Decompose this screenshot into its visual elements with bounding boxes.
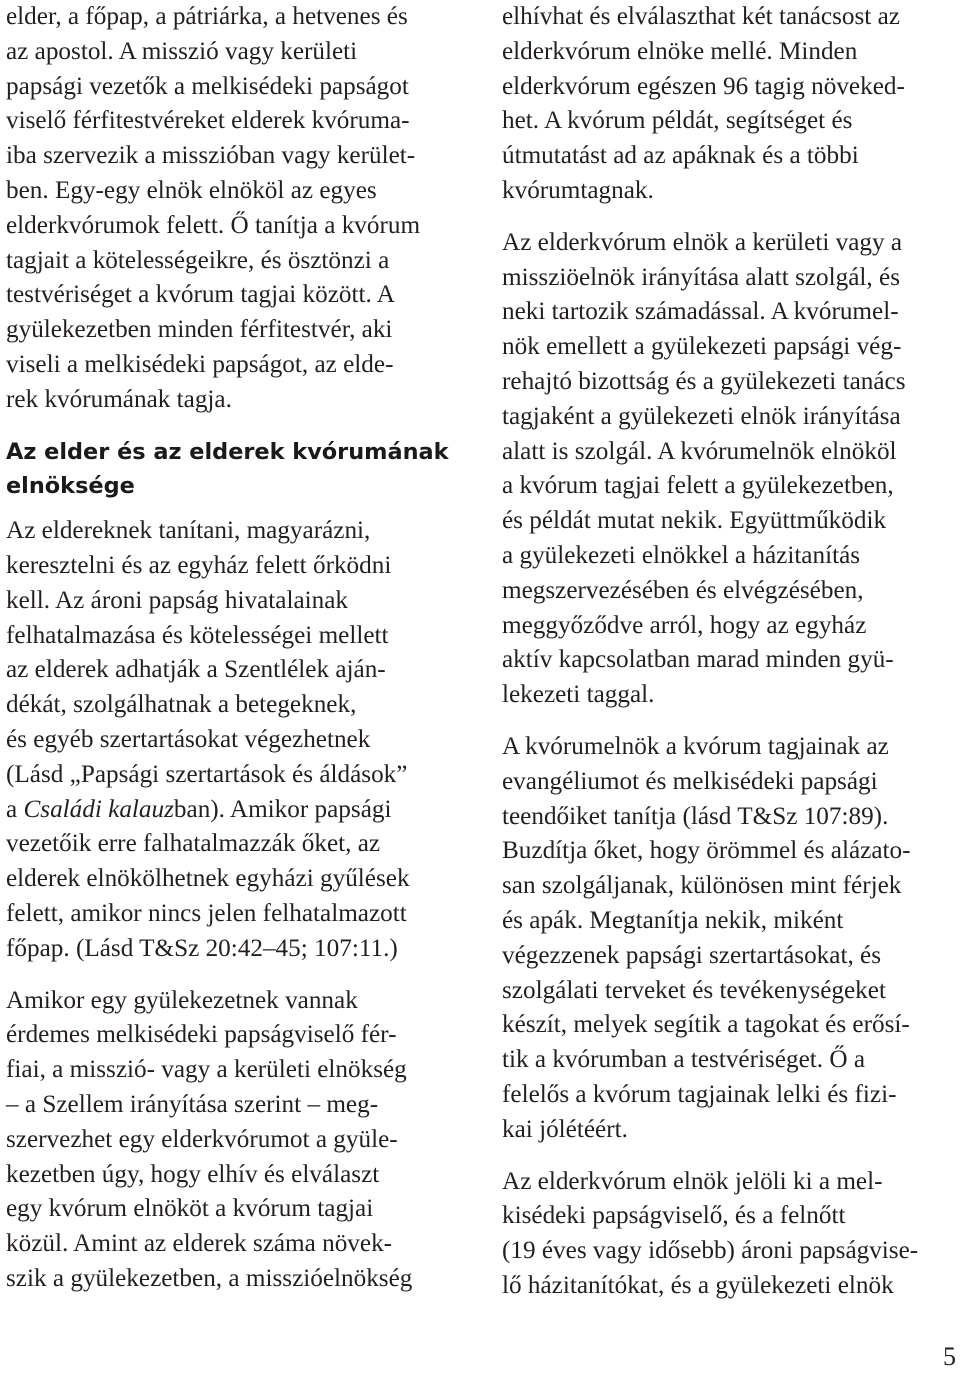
text-line: alatt is szolgál. A kvórumelnök elnököl: [502, 437, 897, 465]
text-line: a gyülekezeti elnökkel a házitanítás: [502, 541, 861, 569]
text-line: elhívhat és elválaszthat két tanácsost az: [502, 3, 900, 30]
text-line: A kvórumelnök a kvórum tagjainak az: [502, 732, 889, 760]
section-heading: [6, 435, 458, 505]
text-line: aktív kapcsolatban marad minden gyü-: [502, 646, 894, 674]
text-line: teendőiket tanítja (lásd T&Sz 107:89).: [502, 802, 889, 830]
text-line: felett, amikor nincs jelen felhatalmazott: [6, 899, 407, 927]
paragraph: [502, 0, 957, 209]
text-line: kisédeki papságviselő, és a felnőtt: [502, 1202, 846, 1230]
text-line: keresztelni és az egyház felett őrködni: [6, 551, 392, 579]
text-line: lekezeti taggal.: [502, 681, 655, 709]
book-title: Családi kalauz: [23, 795, 174, 823]
text-line: (19 éves vagy idősebb) ároni papságvise-: [502, 1237, 919, 1265]
right-column: [502, 0, 957, 1304]
text-line: elderkvórum elnöke mellé. Minden: [502, 37, 858, 65]
text-line: Az elder és az elderek kvórumának: [6, 438, 449, 465]
paragraph: [6, 514, 458, 966]
text-line: tik a kvórumban a testvériséget. Ő a: [502, 1046, 866, 1074]
text-line: megszervezésében és elvégzésében,: [502, 576, 864, 604]
paragraph: [6, 0, 458, 418]
paragraph: [502, 1165, 957, 1304]
text-line: útmutatást ad az apáknak és a többi: [502, 142, 859, 170]
text-line: rehajtó bizottság és a gyülekezeti tanács: [502, 367, 906, 395]
text-line: missziöelnök irányítása alatt szolgál, és: [502, 263, 900, 291]
text-line: és egyéb szertartásokat végezhetnek: [6, 725, 371, 753]
text-line: érdemes melkisédeki papságviselő fér-: [6, 1021, 397, 1049]
text-line: készít, melyek segítik a tagokat és erősí-: [502, 1011, 910, 1039]
text-line: az elderek adhatják a Szentlélek aján-: [6, 656, 386, 684]
text-line: dékát, szolgálhatnak a betegeknek,: [6, 691, 357, 719]
paragraph: [502, 226, 957, 713]
text-line: viseli a melkisédeki papságot, az elde-: [6, 350, 394, 378]
text-line: neki tartozik számadással. A kvórumel-: [502, 298, 899, 326]
text-line: szik a gyülekezetben, a misszióelnökség: [6, 1264, 413, 1292]
text-line: gyülekezetben minden férfitestvér, aki: [6, 316, 393, 344]
text-line: – a Szellem irányítása szerint – meg-: [6, 1090, 379, 1118]
text-line: viselő férfitestvéreket elderek kvóruma-: [6, 107, 410, 135]
text-line: san szolgáljanak, különösen mint férjek: [502, 872, 902, 900]
text-line: és példát mutat nekik. Együttműködik: [502, 507, 887, 535]
text-line: iba szervezik a misszióban vagy kerület-: [6, 142, 416, 170]
text-line: (Lásd „Papsági szertartások és áldások”: [6, 760, 408, 788]
text-line: fiai, a misszió- vagy a kerületi elnökség: [6, 1056, 407, 1084]
text-line: elderkvórum egészen 96 tagig növeked-: [502, 72, 905, 100]
text-line: elnöksége: [6, 473, 135, 500]
text-line: Amikor egy gyülekezetnek vannak: [6, 986, 358, 1014]
text-line: het. A kvórum példát, segítséget és: [502, 107, 853, 135]
text-line: közül. Amint az elderek száma növek-: [6, 1230, 393, 1258]
text-line: tagjait a kötelességeikre, és ösztönzi a: [6, 246, 390, 274]
text-line: kezetben úgy, hogy elhív és elválaszt: [6, 1160, 380, 1188]
text-line: elderek elnökölhetnek egyházi gyűlések: [6, 865, 410, 893]
text-line: evangéliumot és melkisédeki papsági: [502, 767, 878, 795]
text-line: felhatalmazása és kötelességei mellett: [6, 621, 389, 649]
text-line: Buzdítja őket, hogy örömmel és alázato-: [502, 837, 911, 865]
text-line: felelős a kvórum tagjainak lelki és fizi-: [502, 1080, 897, 1108]
left-column: [6, 0, 458, 1297]
text-line: kai jólétéért.: [502, 1115, 628, 1143]
text-line: ben. Egy-egy elnök elnököl az egyes: [6, 176, 377, 204]
text-line: főpap. (Lásd T&Sz 20:42–45; 107:11.): [6, 934, 398, 962]
page-number: 5: [943, 1342, 956, 1371]
text-line: Az eldereknek tanítani, magyarázni,: [6, 517, 371, 545]
text-line: meggyőződve arról, hogy az egyház: [502, 611, 867, 639]
text-line: a Családi kalauzban). Amikor papsági: [6, 795, 392, 823]
text-line: vezetőik erre falhatalmazzák őket, az: [6, 830, 381, 858]
paragraph: [502, 730, 957, 1148]
text-line: végezzenek papsági szertartásokat, és: [502, 941, 882, 969]
text-line: rek kvórumának tagja.: [6, 385, 232, 413]
text-line: testvériséget a kvórum tagjai között. A: [6, 281, 395, 309]
text-line: elderkvórumok felett. Ő tanítja a kvórum: [6, 211, 421, 239]
text-line: kell. Az ároni papság hivatalainak: [6, 586, 349, 614]
text-line: lő házitanítókat, és a gyülekezeti elnök: [502, 1271, 894, 1299]
text-line: az apostol. A misszió vagy kerületi: [6, 37, 358, 65]
text-line: szolgálati terveket és tevékenységeket: [502, 976, 886, 1004]
text-line: kvórumtagnak.: [502, 176, 654, 204]
text-line: egy kvórum elnököt a kvórum tagjai: [6, 1195, 374, 1223]
paragraph: [6, 984, 458, 1297]
text-line: papsági vezetők a melkisédeki papságot: [6, 72, 409, 100]
text-line: és apák. Megtanítja nekik, miként: [502, 906, 844, 934]
text-line: Az elderkvórum elnök a kerületi vagy a: [502, 228, 903, 256]
text-line: a kvórum tagjai felett a gyülekezetben,: [502, 472, 894, 500]
text-line: Az elderkvórum elnök jelöli ki a mel-: [502, 1167, 883, 1195]
text-line: nök emellett a gyülekezeti papsági vég-: [502, 333, 902, 361]
text-line: elder, a főpap, a pátriárka, a hetvenes és: [6, 3, 408, 30]
text-line: szervezhet egy elderkvórumot a gyüle-: [6, 1125, 398, 1153]
text-line: tagjaként a gyülekezeti elnök irányítása: [502, 402, 901, 430]
